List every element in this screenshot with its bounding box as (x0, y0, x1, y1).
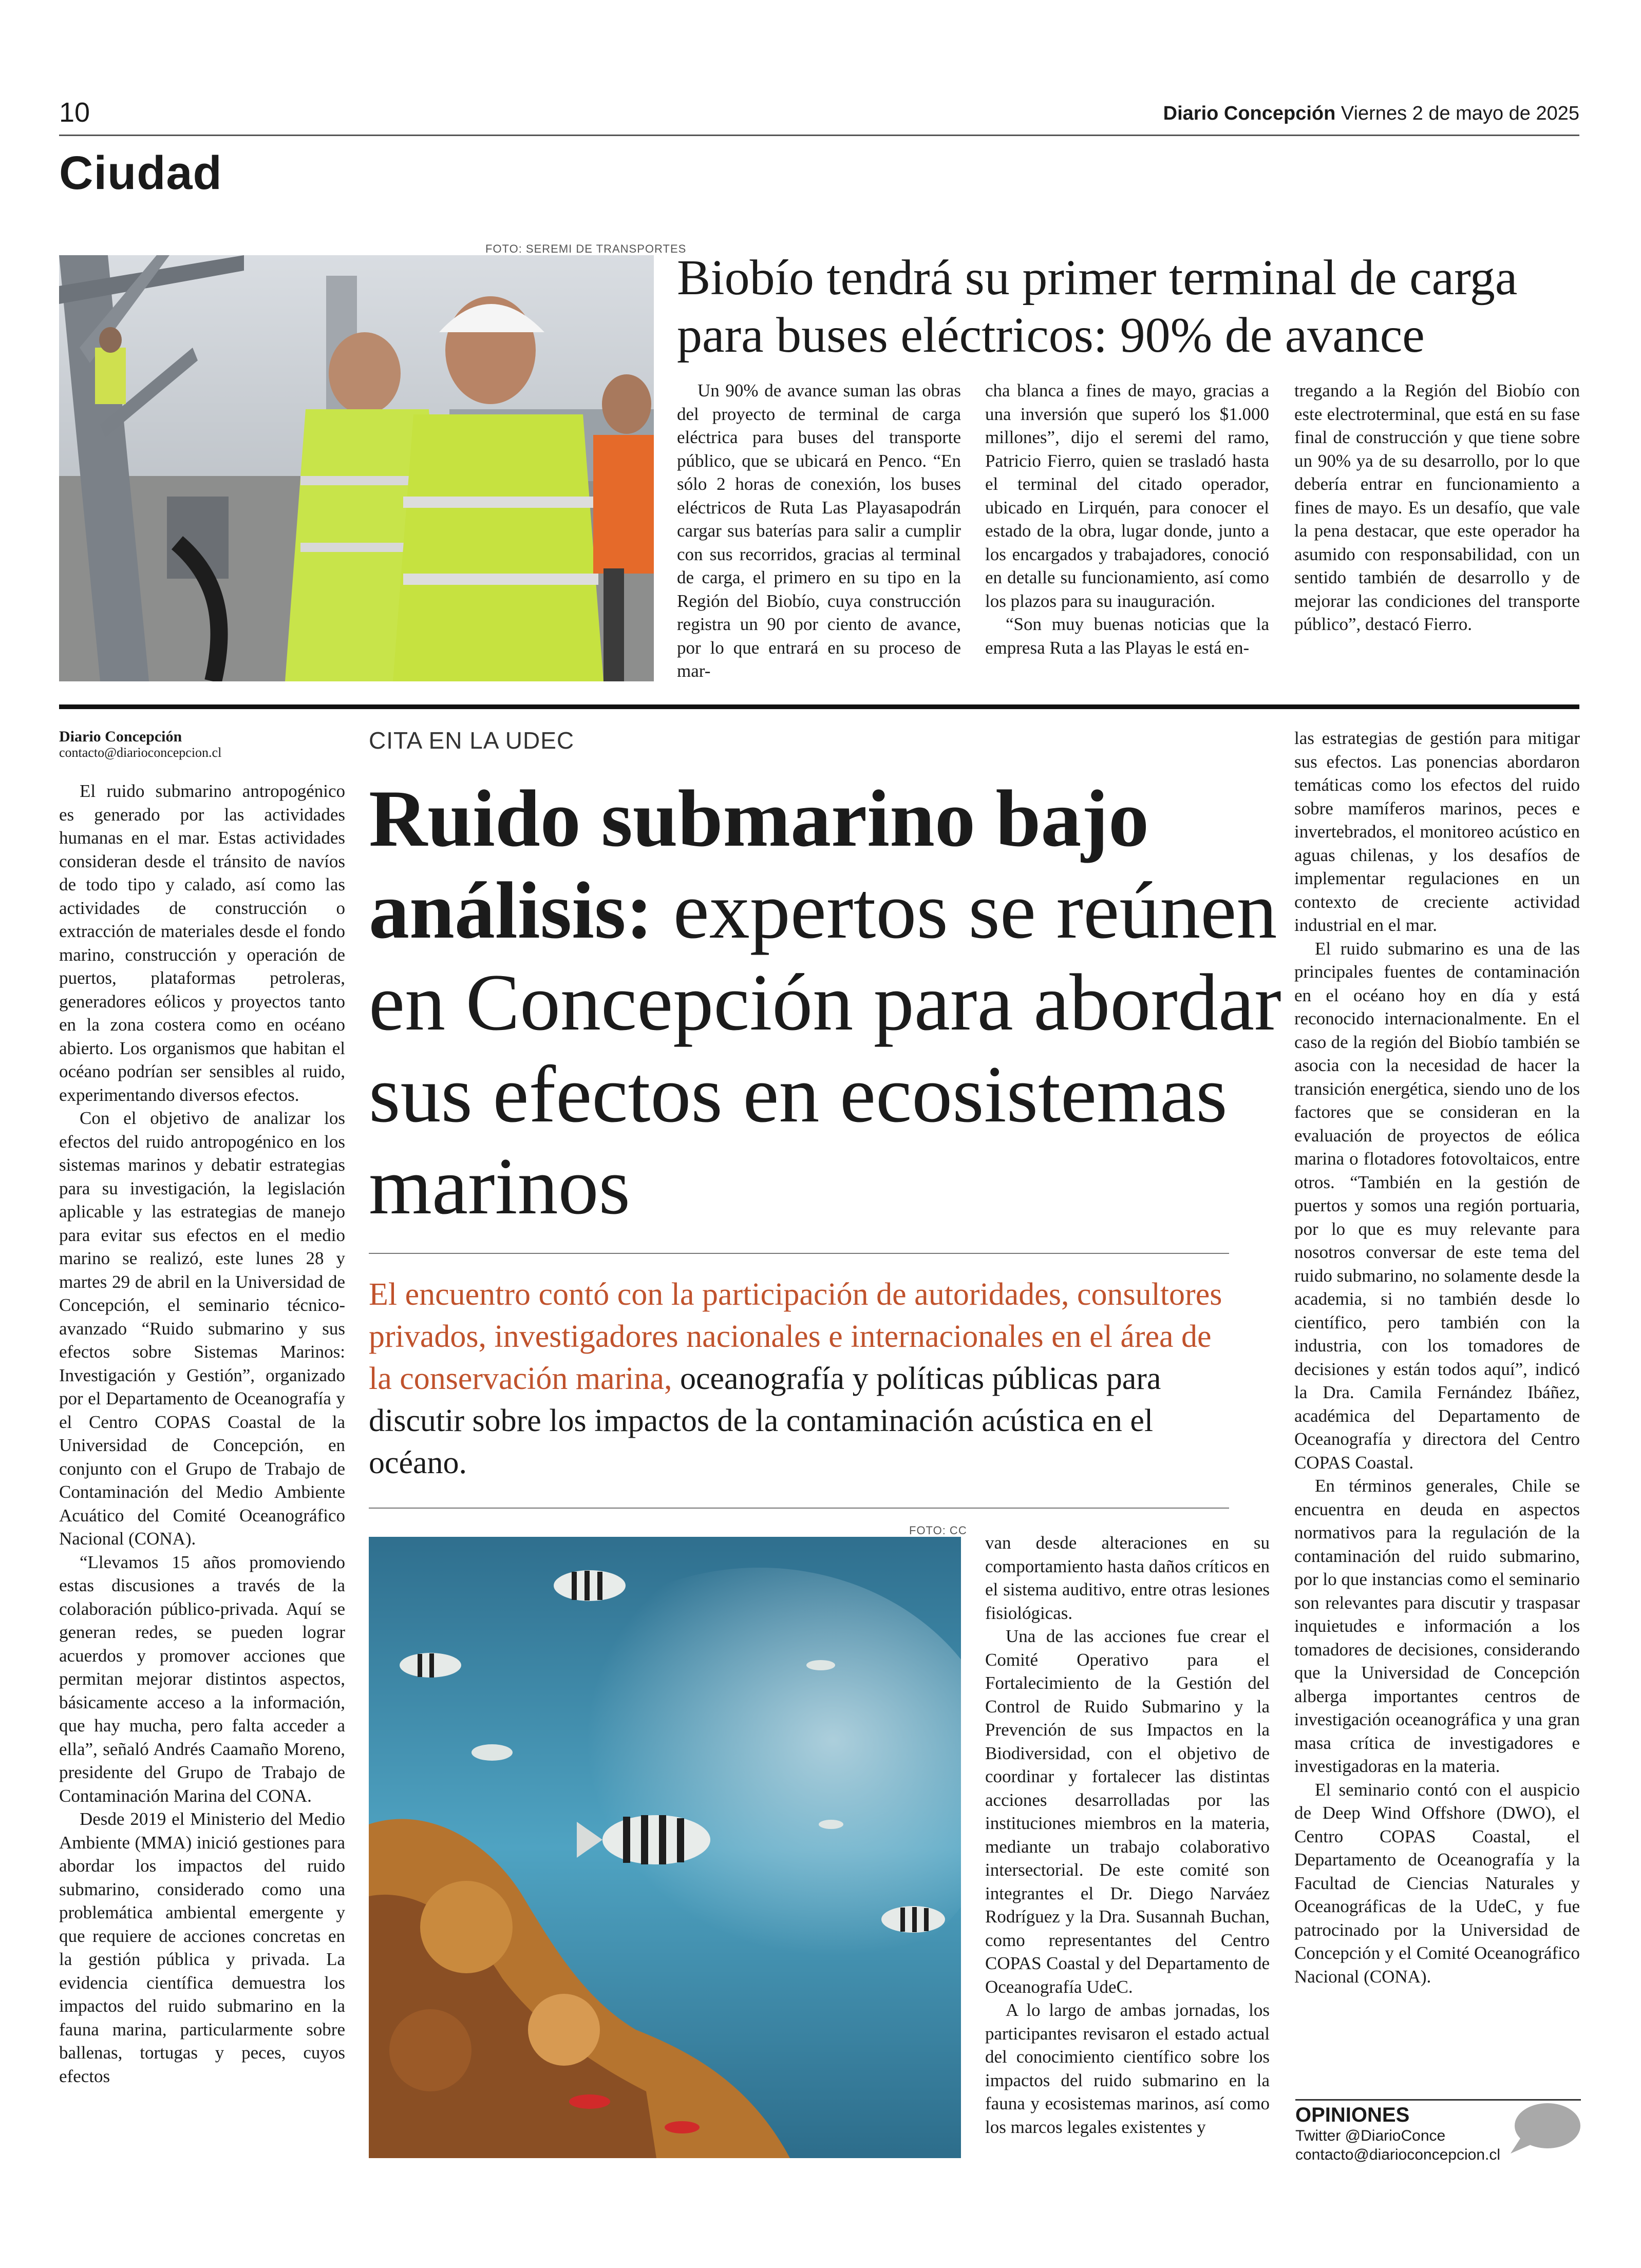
byline-name: Diario Concepción (59, 728, 182, 745)
paragraph: El ruido submarino antropogénico es generado por las actividades humanas en el mar. Estas actividades consideran desde el tránsito de navíos de todo tipo y calado, así como las actividades de construcción o extracción de materiales desde el fondo marino, construcción y operación de puertos, plataformas petroleras, generadores eólicos y proyectos tanto en la zona costera como en océano abierto. Los organismos que habitan el océano podrían ser sensibles al ruido, experimentando diversos efectos. (59, 781, 345, 1105)
paragraph: El ruido submarino es una de las principales fuentes de contaminación en el océano hoy en día y está reconocido internacionalmente. En el caso de la región del Biobío también se asocia con la necesidad de hacer la transición energética, siendo uno de los factores que se consideran en la evaluación de proyectos de eólica marina o flotadores fotovoltaicos, entre otros. “También en la gestión de puertos y somos una región portuaria, por lo que es muy relevante para nosotros conversar de este tema del ruido submarino, no solamente desde la academia, si no también desde lo científico, pero también con la industria, con los tomadores de decisiones y están todos aquí”, indicó la Dra. Camila Fernández Ibáñez, académica del Departamento de Oceanografía y directora del Centro COPAS Coastal. (1294, 938, 1580, 1473)
masthead (1163, 103, 1579, 125)
paragraph: van desde alteraciones en su comportamiento hasta daños críticos en el sistema auditivo, entre otras lesiones fisiológicas. (985, 1533, 1270, 1623)
opiniones-twitter[interactable]: Twitter @DiarioConce (1295, 2127, 1446, 2144)
headline-rest: expertos se reúnen en Concepción para abordar sus efectos en ecosistemas marinos (369, 866, 1281, 1231)
top-story-col-1 (677, 379, 961, 683)
section-title: Ciudad (59, 147, 222, 199)
speech-bubble-icon (1507, 2100, 1582, 2157)
top-story-headline: Biobío tendrá su primer terminal de carga para buses eléctricos: 90% de avance (677, 250, 1518, 363)
top-story-photo (59, 255, 654, 681)
top-story-col-2 (985, 379, 1269, 659)
opiniones-title: OPINIONES (1295, 2104, 1410, 2126)
publication-name: Diario Concepción (1163, 103, 1336, 124)
workers-charging-terminal-illustration (59, 255, 654, 681)
page-number: 10 (59, 97, 90, 128)
kicker: CITA EN LA UDEC (369, 727, 575, 754)
deck (369, 1273, 1232, 1484)
paragraph: Desde 2019 el Ministerio del Medio Ambiente (MMA) inició gestiones para abordar los impactos del ruido submarino, considerado como una problemática ambiental emergente y que requiere de acciones concretas en la gestión pública y privada. La evidencia científica demuestra los impactos del ruido submarino en la fauna marina, particularmente sobre ballenas, tortugas y peces, cuyos efectos (59, 1809, 345, 2086)
deck-highlight: El encuentro contó con la participación de autoridades, consultores privados, investigadores nacionales e internacionales en el área de la conservación marina, (369, 1277, 1222, 1396)
reef-fish-photo (369, 1537, 961, 2158)
top-photo-credit: FOTO: SEREMI DE TRANSPORTES (485, 242, 687, 255)
headline-rule (369, 1253, 1229, 1254)
top-story-col-3 (1294, 379, 1580, 636)
deck-rule (369, 1508, 1229, 1509)
main-col-right (1294, 727, 1580, 1988)
paragraph: Una de las acciones fue crear el Comité Operativo para el Fortalecimiento de la Gestión del Control de Ruido Submarino y la Prevención de sus Impactos en la Biodiversidad, con el objetivo de coordinar y fortalecer las distintas acciones desarrolladas por las instituciones miembros en la materia, mediante un trabajo colaborativo intersectorial. De este comité son integrantes el Dr. Diego Narváez Rodríguez y la Dra. Susannah Buchan, como representantes del Centro COPAS Coastal y del Departamento de Oceanografía UdeC. (985, 1626, 1270, 1997)
header-rule (59, 135, 1579, 136)
coral-reef-illustration (369, 1537, 961, 2158)
paragraph: En términos generales, Chile se encuentra en deuda en aspectos normativos para la regulación de la contaminación del ruido submarino, por lo que instancias como el seminario son relevantes para discutir y traspasar inquietudes e información a los tomadores de decisiones, considerando que la Universidad de Concepción alberga importantes centros de investigación oceanográfica y una gran masa crítica de investigadores e investigadoras en la materia. (1294, 1476, 1580, 1776)
paragraph: cha blanca a fines de mayo, gracias a una inversión que superó los $1.000 millones”, dijo el seremi del ramo, Patricio Fierro, quien se trasladó hasta el terminal del citado operador, ubicado en Lirquén, para conocer el estado de la obra, lugar donde, junto a los encargados y trabajadores, conoció en detalle su funcionamiento, así como los plazos para su inauguración. (985, 380, 1269, 611)
headline-bold: Ruido submarino bajo análisis: (369, 774, 1149, 956)
deck-continuation: oceanografía y políticas públicas para discutir sobre los impactos de la contaminación acústica en el océano. (369, 1361, 1161, 1480)
main-headline (369, 773, 1293, 1232)
issue-date: Viernes 2 de mayo de 2025 (1341, 103, 1579, 124)
paragraph: A lo largo de ambas jornadas, los participantes revisaron el estado actual del conocimiento científico sobre los impactos del ruido submarino en la fauna y ecosistemas marinos, así como los marcos legales existentes y (985, 2000, 1270, 2137)
main-photo-credit: FOTO: CC (909, 1524, 967, 1537)
story-divider (59, 704, 1579, 709)
byline-email: contacto@diarioconcepcion.cl (59, 745, 222, 760)
paragraph: Un 90% de avance suman las obras del proyecto de terminal de carga eléctrica para buses del transporte público, que se ubicará en Penco. “En sólo 2 horas de conexión, los buses eléctricos de Ruta Las Playasapodrán cargar sus baterías para salir a cumplir con sus recorridos, gracias al terminal de carga, el primero en su tipo en la Región del Biobío, cuya construcción registra un 90 por ciento de avance, por lo que entrará en su proceso de mar- (677, 380, 961, 681)
opiniones-email[interactable]: contacto@diarioconcepcion.cl (1295, 2146, 1501, 2163)
paragraph: “Llevamos 15 años promoviendo estas discusiones a través de la colaboración público-privada. Aquí se generan redes, se pueden lograr acuerdos y promover acciones que permitan mejorar distintos aspectos, básicamente acceso a la información, que hay mucha, pero falta acceder a ella”, señaló Andrés Caamaño Moreno, presidente del Grupo de Trabajo de Contaminación Marina del CONA. (59, 1552, 345, 1806)
main-col-left (59, 779, 345, 2088)
paragraph: tregando a la Región del Biobío con este electroterminal, que está en su fase final de construcción y que tiene sobre un 90% ya de su desarrollo, por lo que debería entrar en funcionamiento a fines de mayo. Es un desafío, que vale la pena destacar, que este operador ha asumido con responsabilidad, con un sentido también de desarrollo y de mejorar las condiciones del transporte público”, destacó Fierro. (1294, 380, 1580, 634)
paragraph: las estrategias de gestión para mitigar sus efectos. Las ponencias abordaron temáticas como los efectos del ruido sobre mamíferos marinos, peces e invertebrados, el monitoreo acústico en aguas chilenas, y los desafíos de implementar regulaciones en un contexto de creciente actividad industrial en el mar. (1294, 728, 1580, 935)
paragraph: El seminario contó con el auspicio de Deep Wind Offshore (DWO), el Centro COPAS Coastal, el Departamento de Oceanografía y la Facultad de Ciencias Naturales y Oceanográficas de la UdeC, y fue patrocinado por la Universidad de Concepción y el Comité Oceanográfico Nacional (CONA). (1294, 1779, 1580, 1987)
paragraph: Con el objetivo de analizar los efectos del ruido antropogénico en los sistemas marinos y debatir estrategias para su investigación, la legislación aplicable y las estrategias de manejo para evitar sus efectos en el medio marino se realizó, este lunes 28 y martes 29 de abril en la Universidad de Concepción, el seminario técnico-avanzado “Ruido submarino y sus efectos sobre Sistemas Marinos: Investigación y Gestión”, organizado por el Departamento de Oceanografía y el Centro COPAS Coastal de la Universidad de Concepción, en conjunto con el Grupo de Trabajo de Contaminación del Medio Ambiente Acuático del Comité Oceanográfico Nacional (CONA). (59, 1108, 345, 1549)
paragraph: “Son muy buenas noticias que la empresa Ruta a las Playas le está en- (985, 614, 1269, 658)
main-col-mid (985, 1531, 1270, 2139)
